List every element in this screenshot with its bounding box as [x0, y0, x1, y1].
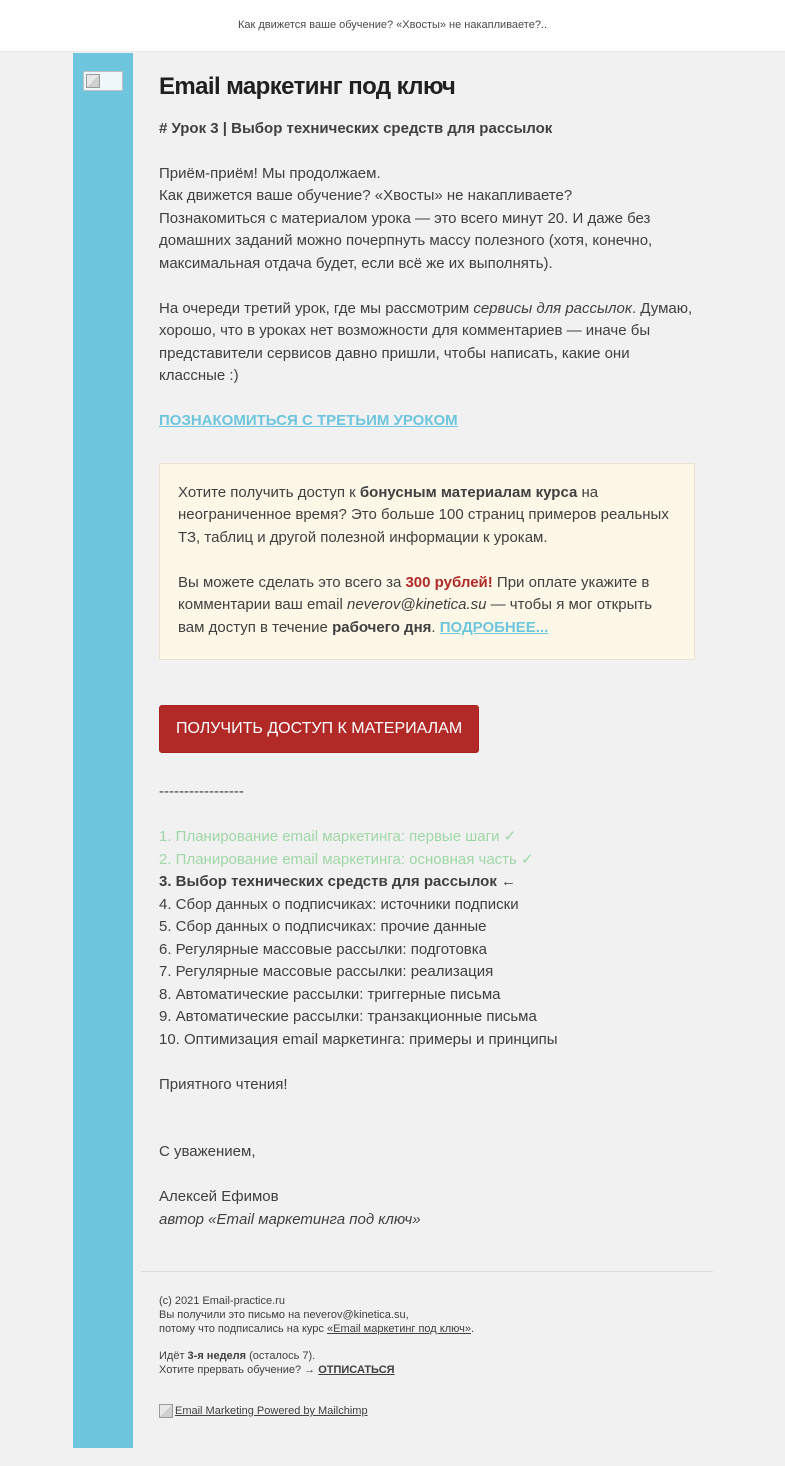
intro-line-3: Познакомиться с материалом урока — это всего минут 20. И даже без домашних заданий можно почерпнуть массу полезного (хотя, конечно, максимальная отдача будет, если всё же их выполнять). [159, 209, 653, 272]
mailchimp-link-text: Email Marketing Powered by Mailchimp [175, 1405, 368, 1417]
week-text-end: (осталось 7). [246, 1350, 316, 1362]
separator-dashes: ----------------- [159, 783, 244, 800]
working-day-bold: рабочего дня [332, 618, 432, 636]
lesson-item: 8. Автоматические рассылки: триггерные письма [159, 985, 501, 1003]
bonus-materials-bold: бонусным материалам курса [359, 483, 578, 501]
lessons-list [159, 826, 699, 1051]
bonus-paragraph-2 [178, 572, 676, 640]
received-notice: Вы получили это письмо на neverov@kinetica.su, [159, 1309, 409, 1321]
lesson-item: 9. Автоматические рассылки: транзакционные письма [159, 1008, 537, 1025]
bonus-paragraph-1 [178, 482, 676, 550]
week-bold: 3-я неделя [187, 1350, 247, 1362]
price-text-mid2: — чтобы я мог открыть вам доступ в течение [178, 596, 653, 636]
author-role-text: автор «Email маркетинга под ключ» [159, 1210, 421, 1228]
dot-text: . [431, 618, 440, 636]
services-emphasis: сервисы для рассылок [473, 299, 632, 317]
lesson-label: 3. Выбор технических средств для рассылок [159, 873, 497, 890]
lesson-item: 5. Сбор данных о подписчиках: прочие данные [159, 918, 487, 935]
intro-paragraph [159, 163, 699, 276]
regards-text: С уважением, [159, 1143, 256, 1160]
lesson-link-paragraph [159, 410, 699, 433]
lesson-item: 7. Регулярные массовые рассылки: реализация [159, 963, 494, 980]
intro-line-2: Как движется ваше обучение? «Хвосты» не накапливаете? [159, 187, 573, 204]
author-name: Алексей Ефимов [159, 1188, 279, 1205]
course-link[interactable]: «Email маркетинг под ключ» [326, 1323, 471, 1335]
author-role [159, 1209, 699, 1232]
mailchimp-badge-icon [159, 1404, 173, 1418]
lesson-item-current [159, 871, 699, 894]
lesson-item: 10. Оптимизация email маркетинга: примеры и принципы [159, 1030, 558, 1048]
open-third-lesson-link[interactable]: ПОЗНАКОМИТЬСЯ С ТРЕТЬИМ УРОКОМ [159, 412, 458, 429]
unsubscribe-line [159, 1363, 699, 1377]
week-text: Идёт [159, 1350, 188, 1362]
lesson-item-done [159, 849, 699, 872]
lesson-label: 1. Планирование email маркетинга: первые шаги [159, 828, 500, 845]
price-value: 300 рублей! [405, 573, 493, 591]
email-body [159, 70, 699, 1231]
copyright: (c) 2021 Email-practice.ru [159, 1295, 285, 1307]
price-text: Вы можете сделать это всего за [178, 573, 406, 591]
get-access-button[interactable]: ПОЛУЧИТЬ ДОСТУП К МАТЕРИАЛАМ [159, 705, 479, 753]
lesson-heading: # Урок 3 | Выбор технических средств для рассылок [159, 120, 553, 137]
subscription-reason [159, 1322, 699, 1336]
price-text-mid: При оплате укажите в комментарии ваш email [178, 573, 650, 613]
preheader-text: Как движется ваше обучение? «Хвосты» не накапливаете?.. [237, 19, 548, 31]
lesson-label: 2. Планирование email маркетинга: основная часть [159, 850, 517, 868]
third-lesson-text: На очереди третий урок, где мы рассмотрим [159, 299, 474, 317]
checkmark-icon: ✓ [499, 828, 517, 845]
lesson-item-done [159, 826, 699, 849]
checkmark-icon: ✓ [516, 850, 534, 868]
mailchimp-link[interactable] [159, 1404, 368, 1418]
intro-line-1: Приём-приём! Мы продолжаем. [159, 164, 381, 182]
week-status [159, 1349, 699, 1363]
footer [159, 1294, 699, 1377]
stop-text: Хотите прервать обучение? → [159, 1364, 319, 1376]
third-lesson-text-end: . Думаю, хорошо, что в уроках нет возможности для комментариев — иначе бы представители сервисов давно пришли, чтобы написать, какие они классные :) [159, 299, 693, 384]
logo-image-broken [83, 71, 123, 91]
lesson-item: 6. Регулярные массовые рассылки: подготовка [159, 940, 488, 958]
bonus-text: Хотите получить доступ к [178, 483, 360, 501]
email-title: Email маркетинг под ключ [159, 73, 456, 100]
dot-text: . [471, 1323, 475, 1335]
sidebar-accent [73, 53, 133, 1448]
footer-divider [141, 1271, 713, 1272]
unsubscribe-link[interactable]: ОТПИСАТЬСЯ [318, 1364, 395, 1376]
closing-text: Приятного чтения! [159, 1075, 288, 1093]
third-lesson-paragraph [159, 298, 699, 388]
more-info-link[interactable]: ПОДРОБНЕЕ... [439, 618, 549, 636]
arrow-left-icon: ← [496, 873, 517, 890]
reason-text: потому что подписались на курс [159, 1323, 327, 1335]
preheader-bar [0, 0, 785, 52]
subscriber-email: neverov@kinetica.su [347, 596, 487, 613]
lesson-item: 4. Сбор данных о подписчиках: источники подписки [159, 895, 519, 913]
bonus-box [159, 463, 695, 661]
bonus-text-end: на неограниченное время? Это больше 100 страниц примеров реальных ТЗ, таблиц и другой полезной информации к урокам. [178, 483, 669, 546]
